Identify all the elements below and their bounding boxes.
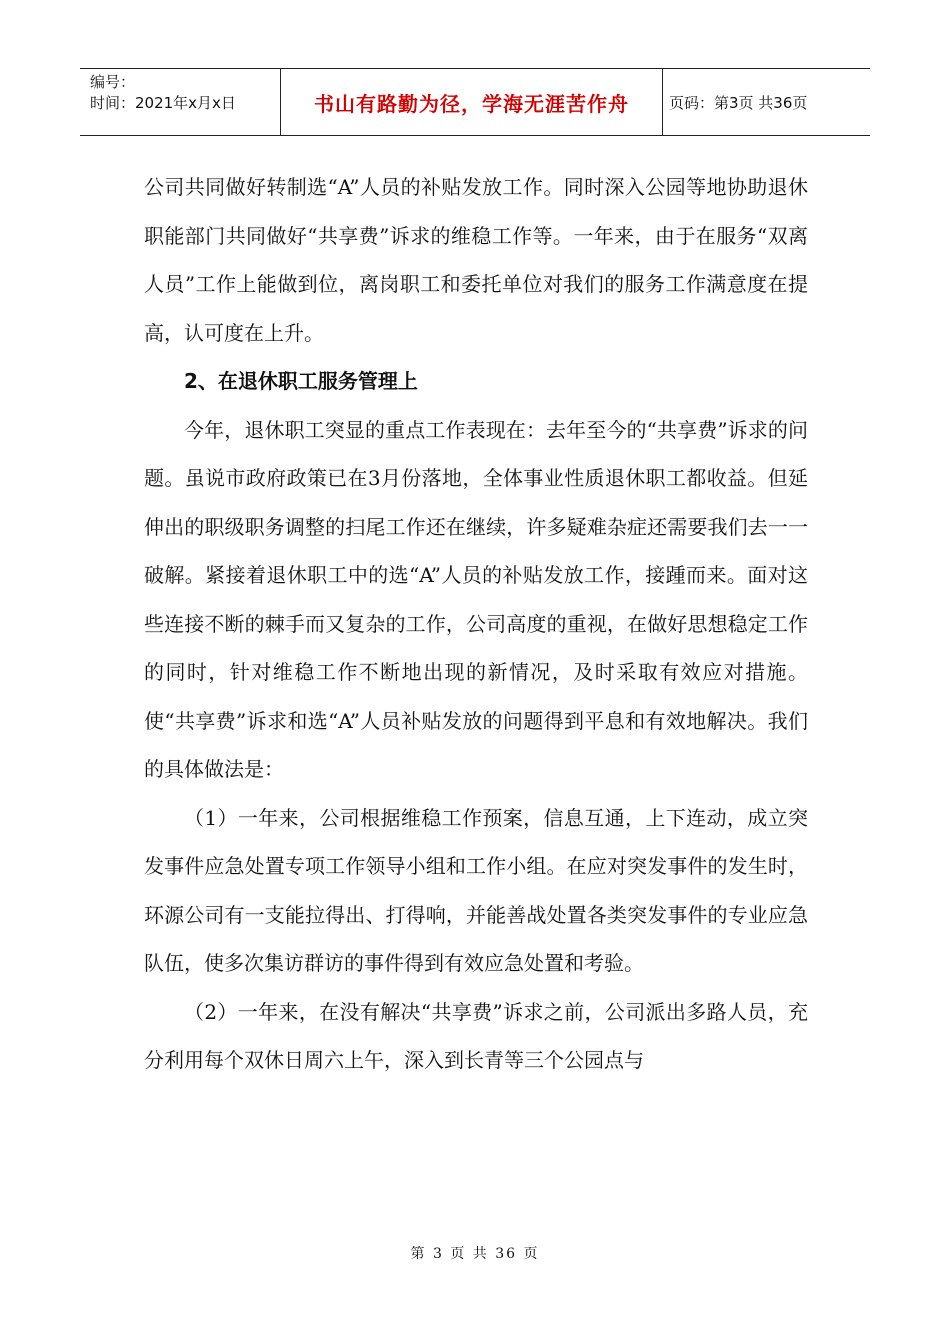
document-body — [144, 163, 808, 1085]
header-meta — [80, 69, 281, 135]
page-footer: 第 3 页 共 36 页 — [410, 1246, 540, 1262]
paragraph: （2）一年来，在没有解决“共享费”诉求之前，公司派出多路人员，充分利用每个双休日周六上午，深入到长青等三个公园点与 — [144, 999, 808, 1072]
number-label: 编号： — [90, 73, 136, 91]
page-header — [80, 68, 870, 136]
paragraph: （1）一年来，公司根据维稳工作预案，信息互通，上下连动，成立突发事件应急处置专项工作领导小组和工作小组。在应对突发事件的发生时，环源公司有一支能拉得出、打得响，并能善战处置各类突发事件的专业应急队伍，使多次集访群访的事件得到有效应急处置和考验。 — [144, 805, 808, 975]
paragraph: 今年，退休职工突显的重点工作表现在：去年至今的“共享费”诉求的问题。虽说市政府政策已在3月份落地，全体事业性质退休职工都收益。但延伸出的职级职务调整的扫尾工作还在继续，许多疑难杂症还需要我们去一一破解。紧接着退休职工中的选“A”人员的补贴发放工作，接踵而来。面对这些连接不断的棘手而又复杂的工作，公司高度的重视，在做好思想稳定工作的同时，针对维稳工作不断地出现的新情况，及时采取有效应对措施。使“共享费”诉求和选“A”人员补贴发放的问题得到平息和有效地解决。我们的具体做法是： — [144, 417, 808, 781]
paragraph: 公司共同做好转制选“A”人员的补贴发放工作。同时深入公园等地协助退休职能部门共同做好“共享费”诉求的维稳工作等。一年来，由于在服务“双离人员”工作上能做到位，离岗职工和委托单位对我们的服务工作满意度在提高，认可度在上升。 — [144, 175, 808, 345]
header-page-info: 页码：第3页 共36页 — [669, 93, 808, 112]
section-heading: 2、在退休职工服务管理上 — [184, 369, 418, 393]
header-motto: 书山有路勤为径，学海无涯苦作舟 — [281, 69, 663, 135]
time-label: 时间：2021年x月x日 — [90, 94, 236, 112]
